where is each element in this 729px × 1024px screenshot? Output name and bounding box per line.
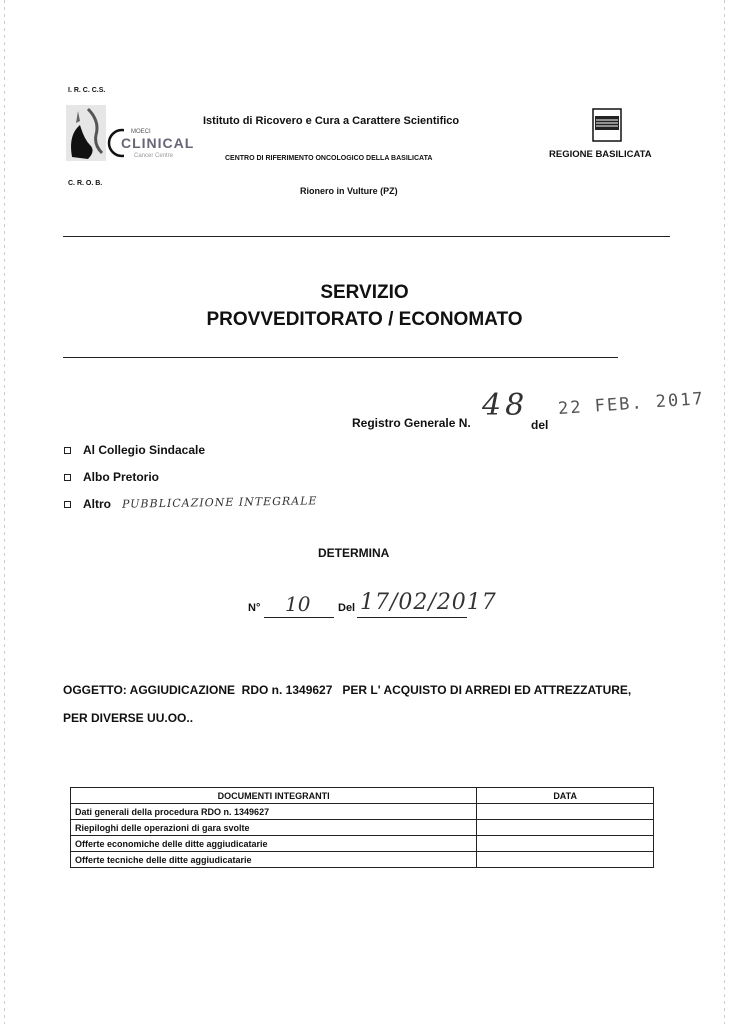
recipient-altro-note: PUBBLICAZIONE INTEGRALE	[121, 494, 318, 511]
crob-label: C. R. O. B.	[68, 180, 103, 187]
table-row	[71, 820, 654, 836]
table-row	[71, 804, 654, 820]
recipient-label: Altro	[83, 497, 111, 511]
registro-label: Registro Generale N.	[352, 416, 471, 430]
title-provveditorato: PROVVEDITORATO / ECONOMATO	[206, 309, 523, 330]
region-name: REGIONE BASILICATA	[549, 149, 652, 160]
table-cell-document: Offerte tecniche delle ditte aggiudicatarie	[71, 852, 477, 868]
recipient-altro	[64, 497, 111, 511]
checkbox-icon	[64, 474, 71, 481]
table-cell-date	[477, 852, 654, 868]
recipient-albo	[64, 470, 159, 484]
table-row	[71, 836, 654, 852]
table-cell-document: Riepiloghi delle operazioni di gara svolte	[71, 820, 477, 836]
logo-text: CLINICAL	[121, 135, 195, 151]
registro-del-label: del	[531, 418, 549, 432]
recipient-label: Albo Pretorio	[83, 470, 160, 484]
table-cell-date	[477, 820, 654, 836]
recipient-label: Al Collegio Sindacale	[83, 443, 206, 457]
scan-edge-left	[4, 0, 5, 1024]
table-cell-date	[477, 836, 654, 852]
institute-logo	[66, 105, 196, 165]
table-header-row	[71, 788, 654, 804]
oggetto-line1: OGGETTO: AGGIUDICAZIONE RDO n. 1349627 PER L' ACQUISTO DI ARREDI ED ATTREZZATURE,	[63, 683, 632, 697]
determina-heading: DETERMINA	[318, 546, 390, 560]
header-data: DATA	[477, 788, 654, 804]
logo-subtext: Cancer Centre	[134, 153, 174, 159]
determina-del-label: Del	[338, 602, 356, 614]
checkbox-icon	[64, 501, 71, 508]
title-divider	[63, 357, 618, 358]
centro-name: CENTRO DI RIFERIMENTO ONCOLOGICO DELLA BASILICATA	[225, 155, 433, 162]
determina-n-value: 10	[285, 592, 311, 616]
determina-date-line	[357, 617, 467, 618]
registro-date-stamp: 22 FEB. 2017	[557, 388, 706, 420]
determina-n-line	[264, 617, 334, 618]
documents-table	[70, 787, 654, 868]
header-documenti: DOCUMENTI INTEGRANTI	[71, 788, 477, 804]
table-cell-document: Dati generali della procedura RDO n. 1349627	[71, 804, 477, 820]
header-divider	[63, 236, 670, 237]
table-row	[71, 852, 654, 868]
recipient-collegio	[64, 443, 205, 457]
scan-edge-right	[724, 0, 725, 1024]
title-servizio: SERVIZIO	[320, 282, 409, 303]
oggetto-line2: PER DIVERSE UU.OO..	[63, 711, 194, 725]
city-label: Rionero in Vulture (PZ)	[300, 186, 398, 196]
institute-name: Istituto di Ricovero e Cura a Carattere Scientifico	[203, 115, 460, 127]
determina-date-value: 17/02/2017	[360, 590, 497, 615]
logo-top-text: MOECI	[131, 129, 151, 135]
region-emblem-icon	[592, 108, 622, 142]
registro-number: 48	[482, 388, 529, 423]
determina-n-label: N°	[248, 602, 261, 614]
table-cell-document: Offerte economiche delle ditte aggiudicatarie	[71, 836, 477, 852]
table-cell-date	[477, 804, 654, 820]
checkbox-icon	[64, 447, 71, 454]
irccs-label: I. R. C. C.S.	[68, 87, 106, 94]
